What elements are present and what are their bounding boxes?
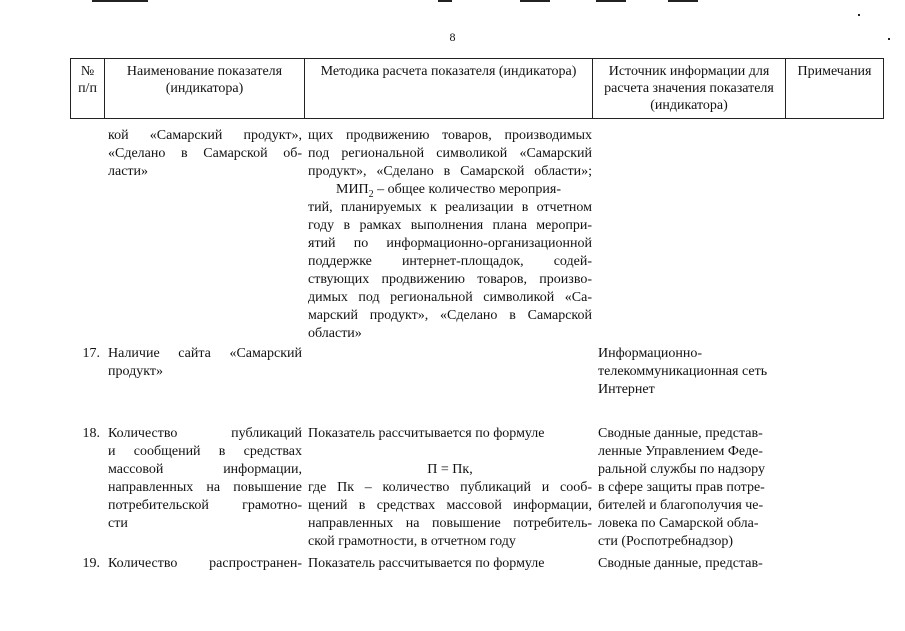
top-edge-mark [668, 0, 698, 2]
header-source: Источник информации для расчета значения показателя (индикатора) [593, 59, 786, 119]
row-number: 17. [82, 346, 100, 361]
mip-definition: $МИП_2$ – общее количество мероприя- [336, 182, 561, 200]
source-text: Сводные данные, представ- [598, 556, 763, 571]
indicator-name: кой «Самарский продукт», «Сделано в Самарской об- ласти» [108, 128, 302, 179]
method-text: щих продвижению товаров, производимых под региональной символикой «Самарский продукт», «Сделано в Самарской области»; $МИП_2$ – общее количество мероприя- тий, планируемых к реализации в отчетном году в рамках выполнения плана меропри- ятий по информационно-организационной поддержке интернет-площадок, содей- ствующих продвижению товаров, произво- димых под региональной символикой «Са- марский продукт», «Сделано в Самарской области» [308, 128, 592, 341]
row-number: 18. [82, 426, 100, 441]
table-header [70, 58, 884, 119]
top-edge-mark [92, 0, 148, 2]
top-edge-mark [596, 0, 626, 2]
indicator-name: Наличие сайта «Самарский продукт» [108, 346, 302, 379]
method-text: Показатель рассчитывается по формуле П = Пк, где Пк – количество публикаций и сооб- щений в средствах массовой информации, направленных на повышение потребитель- ской грамотности, в отчетном году [308, 426, 592, 549]
source-text: Сводные данные, представ- ленные Управлением Феде- ральной службы по надзору в сфере защиты прав потре- бителей и благополучия че- ловека по Самарской обла- сти (Роспотребнадзор) [598, 426, 765, 549]
source-text: Информационно- телекоммуникационная сеть Интернет [598, 346, 768, 397]
header-method: Методика расчета показателя (индикатора) [305, 59, 593, 119]
method-text: Показатель рассчитывается по формуле [308, 556, 545, 571]
scan-speck [858, 14, 860, 16]
indicator-name: Количество публикаций и сообщений в средствах массовой информации, направленных на повышение потребительской грамотно- сти [108, 426, 302, 531]
row-number: 19. [82, 556, 100, 571]
header-num: № п/п [71, 59, 105, 119]
formula: П = Пк, [427, 462, 473, 477]
header-notes: Примечания [786, 59, 884, 119]
header-name: Наименование показателя (индикатора) [105, 59, 305, 119]
page-number: 8 [449, 30, 456, 44]
indicator-name: Количество распространен- [108, 556, 302, 571]
top-edge-mark [520, 0, 550, 2]
top-edge-mark [438, 0, 452, 2]
